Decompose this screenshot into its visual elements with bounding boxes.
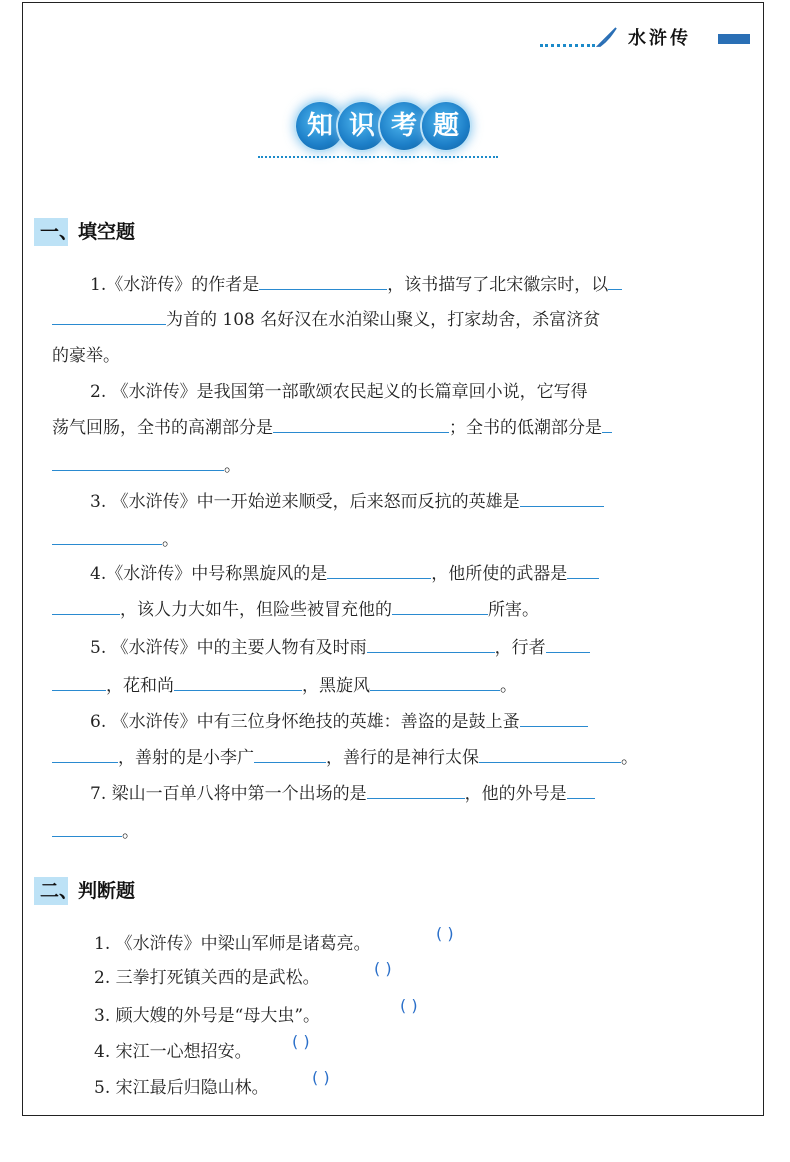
- question-text: 6. 《水浒传》中有三位身怀绝技的英雄：善盗的是鼓上蚤: [90, 712, 520, 732]
- question-line: [90, 710, 588, 734]
- question-line: [90, 380, 588, 404]
- judge-item: [94, 932, 371, 956]
- answer-paren[interactable]: ( ): [292, 1032, 310, 1051]
- judge-item: [94, 1004, 320, 1028]
- question-text: ，善射的是小李广: [118, 748, 254, 768]
- question-text: 。: [162, 530, 179, 550]
- question-text: 。: [621, 748, 638, 768]
- answer-blank[interactable]: [254, 748, 326, 763]
- answer-paren[interactable]: ( ): [436, 924, 454, 943]
- answer-blank[interactable]: [520, 712, 588, 727]
- answer-paren[interactable]: ( ): [400, 996, 418, 1015]
- answer-blank[interactable]: [567, 564, 599, 579]
- question-line: [52, 344, 120, 368]
- answer-blank[interactable]: [370, 676, 500, 691]
- banner-char: 考: [380, 102, 428, 150]
- question-line: [52, 746, 638, 770]
- question-text: ，黑旋风: [302, 676, 370, 696]
- question-line: [52, 820, 139, 844]
- question-line: [90, 490, 604, 514]
- question-line: [90, 782, 595, 806]
- judge-text: 5. 宋江最后归隐山林。: [94, 1078, 269, 1098]
- question-line: [52, 454, 241, 478]
- judge-text: 3. 顾大嫂的外号是“母大虫”。: [94, 1006, 321, 1026]
- question-line: [52, 674, 517, 698]
- answer-paren[interactable]: ( ): [374, 959, 392, 978]
- answer-blank[interactable]: [52, 310, 166, 325]
- judge-item: [94, 1076, 269, 1100]
- banner-char: 知: [296, 102, 344, 150]
- question-line: [52, 416, 612, 440]
- section-judge-heading: [34, 877, 135, 905]
- question-text: 。: [122, 822, 139, 842]
- question-text: 5. 《水浒传》中的主要人物有及时雨: [90, 638, 367, 658]
- question-text: ，善行的是神行太保: [326, 748, 479, 768]
- answer-blank[interactable]: [367, 784, 465, 799]
- banner-dots: [258, 150, 498, 158]
- question-text: 荡气回肠，全书的高潮部分是: [52, 418, 273, 438]
- question-text: 为首的 108 名好汉在水泊梁山聚义，打家劫舍，杀富济贫: [166, 310, 601, 330]
- answer-blank[interactable]: [259, 275, 387, 290]
- question-text: ，他的外号是: [464, 784, 567, 804]
- answer-blank[interactable]: [52, 456, 224, 471]
- banner-char: 识: [338, 102, 386, 150]
- answer-blank[interactable]: [546, 638, 590, 653]
- answer-blank[interactable]: [392, 600, 488, 615]
- answer-blank[interactable]: [273, 418, 449, 433]
- answer-blank[interactable]: [608, 275, 622, 290]
- answer-blank[interactable]: [52, 748, 118, 763]
- answer-blank[interactable]: [174, 676, 302, 691]
- answer-blank[interactable]: [602, 418, 612, 433]
- question-text: 。: [500, 676, 517, 696]
- judge-item: [94, 966, 320, 990]
- answer-blank[interactable]: [327, 564, 431, 579]
- question-text: 4.《水浒传》中号称黑旋风的是: [90, 564, 328, 584]
- judge-text: 4. 宋江一心想招安。: [94, 1042, 252, 1062]
- answer-blank[interactable]: [520, 492, 604, 507]
- question-text: ，他所使的武器是: [431, 564, 568, 584]
- question-text: ，行者: [494, 638, 546, 658]
- question-text: 3. 《水浒传》中一开始逆来顺受，后来怒而反抗的英雄是: [90, 492, 520, 512]
- question-text: 的豪举。: [52, 346, 120, 366]
- question-text: ，花和尚: [106, 676, 174, 696]
- judge-text: 1. 《水浒传》中梁山军师是诸葛亮。: [94, 934, 371, 954]
- judge-text: 2. 三拳打死镇关西的是武松。: [94, 968, 320, 988]
- question-text: ，该书描写了北宋徽宗时，以: [387, 275, 609, 295]
- question-text: 2. 《水浒传》是我国第一部歌颂农民起义的长篇章回小说，它写得: [90, 382, 588, 402]
- question-line: [52, 598, 539, 622]
- answer-blank[interactable]: [52, 676, 106, 691]
- question-line: [52, 308, 600, 332]
- section-title: 二、判断题: [40, 880, 136, 902]
- question-line: [90, 562, 599, 586]
- answer-blank[interactable]: [367, 638, 495, 653]
- header-book-title: 水浒传: [628, 28, 691, 49]
- answer-blank[interactable]: [52, 822, 122, 837]
- banner-char: 题: [422, 102, 470, 150]
- header-bar: [718, 34, 750, 44]
- section-title: 一、填空题: [40, 221, 136, 243]
- answer-blank[interactable]: [479, 748, 621, 763]
- question-line: [90, 273, 622, 297]
- question-text: 7. 梁山一百单八将中第一个出场的是: [90, 784, 367, 804]
- question-line: [90, 636, 590, 660]
- judge-item: [94, 1040, 252, 1064]
- question-text: 。: [224, 456, 241, 476]
- feather-icon: [596, 26, 618, 48]
- question-text: ；全书的低潮部分是: [449, 418, 602, 438]
- answer-blank[interactable]: [52, 600, 120, 615]
- question-text: 1.《水浒传》的作者是: [90, 275, 260, 295]
- answer-blank[interactable]: [52, 530, 162, 545]
- section-fill-heading: [34, 218, 135, 246]
- question-text: 所害。: [488, 600, 539, 620]
- header-dots: [540, 36, 595, 47]
- question-text: ，该人力大如牛，但险些被冒充他的: [120, 600, 392, 620]
- title-banner: [296, 102, 476, 154]
- answer-paren[interactable]: ( ): [312, 1068, 330, 1087]
- question-line: [52, 528, 179, 552]
- answer-blank[interactable]: [567, 784, 595, 799]
